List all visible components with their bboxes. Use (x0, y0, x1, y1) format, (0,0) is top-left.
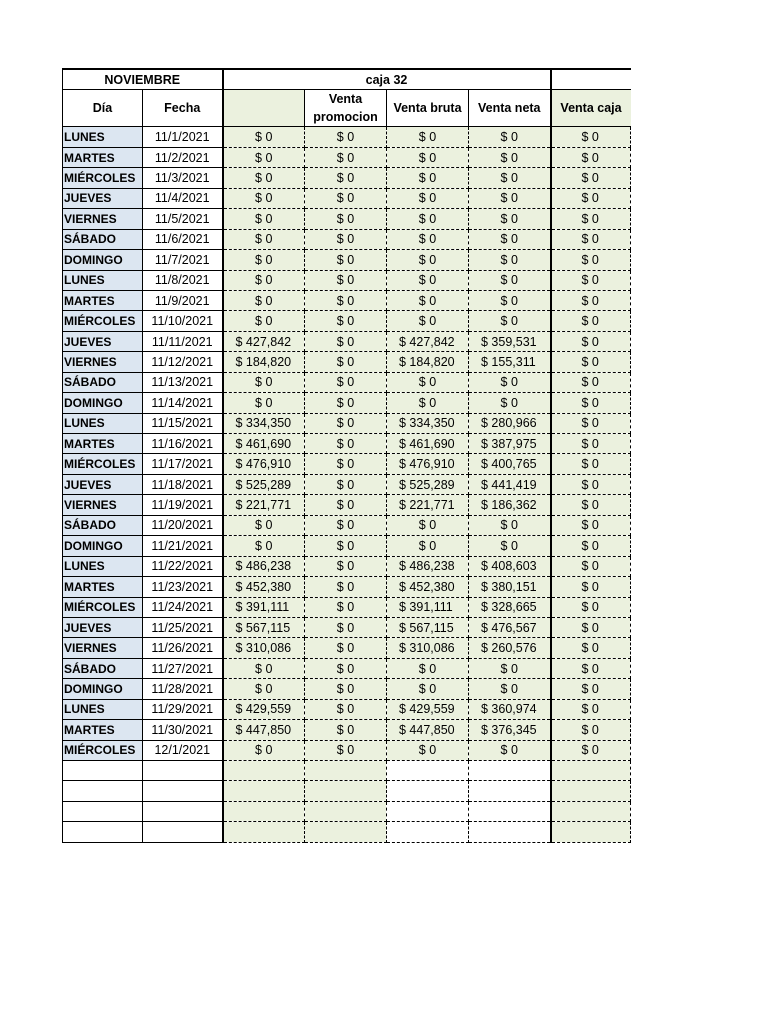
empty-cell[interactable] (63, 781, 143, 801)
table-row (63, 597, 631, 617)
cell-venta-neta[interactable]: $ 441,419 (469, 474, 551, 494)
cell-venta[interactable]: $ 184,820 (223, 352, 305, 372)
cell-dia[interactable]: MIÉRCOLES (63, 740, 143, 760)
cell-venta-promocion[interactable]: $ 0 (305, 658, 387, 678)
cell-venta-neta[interactable]: $ 155,311 (469, 352, 551, 372)
table-row (63, 147, 631, 167)
empty-cell[interactable] (387, 801, 469, 821)
cell-fecha[interactable]: 11/16/2021 (143, 434, 223, 454)
cell-venta-promocion[interactable]: $ 0 (305, 515, 387, 535)
empty-cell[interactable] (551, 801, 631, 821)
cell-venta-caja[interactable]: $ 0 (551, 188, 631, 208)
cell-dia[interactable]: SÁBADO (63, 372, 143, 392)
col-header-dia[interactable]: Día (63, 90, 143, 127)
cell-venta-caja[interactable]: $ 0 (551, 250, 631, 270)
cell-venta-caja[interactable]: $ 0 (551, 372, 631, 392)
cell-venta[interactable]: $ 0 (223, 209, 305, 229)
table-row (63, 536, 631, 556)
cell-venta-bruta[interactable]: $ 0 (387, 372, 469, 392)
cell-dia[interactable]: LUNES (63, 270, 143, 290)
cell-venta-caja[interactable]: $ 0 (551, 209, 631, 229)
cell-fecha[interactable]: 11/13/2021 (143, 372, 223, 392)
cell-venta-neta[interactable]: $ 0 (469, 515, 551, 535)
cell-venta-promocion[interactable]: $ 0 (305, 699, 387, 719)
table-row (63, 372, 631, 392)
cell-venta-promocion[interactable]: $ 0 (305, 617, 387, 637)
cell-venta-caja[interactable]: $ 0 (551, 127, 631, 147)
cell-venta-bruta[interactable]: $ 221,771 (387, 495, 469, 515)
cell-venta[interactable]: $ 567,115 (223, 617, 305, 637)
empty-cell[interactable] (469, 761, 551, 781)
cell-venta-caja[interactable]: $ 0 (551, 515, 631, 535)
cell-venta-bruta[interactable]: $ 0 (387, 658, 469, 678)
empty-cell[interactable] (305, 822, 387, 842)
cell-venta-caja[interactable]: $ 0 (551, 679, 631, 699)
cell-venta[interactable]: $ 429,559 (223, 699, 305, 719)
cell-dia[interactable]: MIÉRCOLES (63, 311, 143, 331)
cell-venta[interactable]: $ 486,238 (223, 556, 305, 576)
cell-fecha[interactable]: 12/1/2021 (143, 740, 223, 760)
cell-fecha[interactable]: 11/24/2021 (143, 597, 223, 617)
cell-venta-promocion[interactable]: $ 0 (305, 597, 387, 617)
cell-venta-caja[interactable]: $ 0 (551, 740, 631, 760)
cell-venta-promocion[interactable]: $ 0 (305, 474, 387, 494)
cell-venta[interactable]: $ 525,289 (223, 474, 305, 494)
cell-venta-promocion[interactable]: $ 0 (305, 229, 387, 249)
cell-venta-bruta[interactable]: $ 391,111 (387, 597, 469, 617)
empty-cell[interactable] (305, 801, 387, 821)
empty-cell[interactable] (305, 761, 387, 781)
table-row (63, 679, 631, 699)
cell-venta[interactable]: $ 0 (223, 393, 305, 413)
cell-dia[interactable]: SÁBADO (63, 658, 143, 678)
cell-fecha[interactable]: 11/30/2021 (143, 720, 223, 740)
cell-venta-bruta[interactable]: $ 0 (387, 311, 469, 331)
cell-venta-bruta[interactable]: $ 0 (387, 250, 469, 270)
col-header-blank[interactable] (223, 90, 305, 127)
cell-venta-promocion[interactable]: $ 0 (305, 454, 387, 474)
cell-venta-neta[interactable]: $ 376,345 (469, 720, 551, 740)
cell-fecha[interactable]: 11/1/2021 (143, 127, 223, 147)
cell-venta[interactable]: $ 391,111 (223, 597, 305, 617)
empty-cell[interactable] (387, 781, 469, 801)
cell-dia[interactable]: LUNES (63, 556, 143, 576)
cell-venta-caja[interactable]: $ 0 (551, 393, 631, 413)
cell-dia[interactable]: MARTES (63, 720, 143, 740)
cell-venta-caja[interactable]: $ 0 (551, 495, 631, 515)
cell-venta-caja[interactable]: $ 0 (551, 290, 631, 310)
table-row (63, 740, 631, 760)
cell-venta[interactable]: $ 0 (223, 250, 305, 270)
cell-venta[interactable]: $ 0 (223, 740, 305, 760)
cell-venta[interactable]: $ 452,380 (223, 577, 305, 597)
cell-venta-bruta[interactable]: $ 0 (387, 188, 469, 208)
empty-cell[interactable] (63, 801, 143, 821)
table-row (63, 658, 631, 678)
table-row (63, 638, 631, 658)
cell-dia[interactable]: DOMINGO (63, 250, 143, 270)
cell-venta-neta[interactable]: $ 400,765 (469, 454, 551, 474)
cell-venta-bruta[interactable]: $ 0 (387, 740, 469, 760)
cell-venta-caja[interactable]: $ 0 (551, 658, 631, 678)
cell-fecha[interactable]: 11/15/2021 (143, 413, 223, 433)
cell-venta[interactable]: $ 0 (223, 168, 305, 188)
empty-cell[interactable] (63, 822, 143, 842)
table-row (63, 454, 631, 474)
cell-venta-promocion[interactable]: $ 0 (305, 209, 387, 229)
empty-cell[interactable] (143, 781, 223, 801)
cell-venta-promocion[interactable]: $ 0 (305, 270, 387, 290)
cell-venta-promocion[interactable]: $ 0 (305, 168, 387, 188)
col-header-venta-neta[interactable]: Venta neta (469, 90, 551, 127)
cell-venta-bruta[interactable]: $ 0 (387, 393, 469, 413)
table-row (63, 250, 631, 270)
table-row (63, 270, 631, 290)
cell-venta-promocion[interactable]: $ 0 (305, 556, 387, 576)
col-header-fecha[interactable]: Fecha (143, 90, 223, 127)
empty-cell[interactable] (223, 822, 305, 842)
cell-dia[interactable]: MARTES (63, 290, 143, 310)
cell-venta-promocion[interactable]: $ 0 (305, 188, 387, 208)
cell-venta-neta[interactable]: $ 0 (469, 658, 551, 678)
cell-venta-bruta[interactable]: $ 0 (387, 127, 469, 147)
cell-venta-neta[interactable]: $ 0 (469, 393, 551, 413)
cell-dia[interactable]: VIERNES (63, 352, 143, 372)
cell-fecha[interactable]: 11/12/2021 (143, 352, 223, 372)
table-row (63, 168, 631, 188)
cell-dia[interactable]: DOMINGO (63, 536, 143, 556)
cell-venta-neta[interactable]: $ 0 (469, 168, 551, 188)
table-row (63, 331, 631, 351)
cell-venta-caja[interactable]: $ 0 (551, 536, 631, 556)
empty-cell[interactable] (551, 761, 631, 781)
cell-fecha[interactable]: 11/20/2021 (143, 515, 223, 535)
cell-venta[interactable]: $ 0 (223, 188, 305, 208)
cell-venta-bruta[interactable]: $ 0 (387, 270, 469, 290)
empty-cell[interactable] (387, 761, 469, 781)
cell-fecha[interactable]: 11/23/2021 (143, 577, 223, 597)
cell-venta-caja[interactable]: $ 0 (551, 720, 631, 740)
cell-dia[interactable]: SÁBADO (63, 515, 143, 535)
table-row (63, 474, 631, 494)
empty-cell[interactable] (143, 761, 223, 781)
cell-venta-promocion[interactable]: $ 0 (305, 290, 387, 310)
cell-venta-caja[interactable]: $ 0 (551, 311, 631, 331)
cell-dia[interactable]: JUEVES (63, 474, 143, 494)
col-header-venta-promocion-label: Venta promocion (313, 92, 378, 125)
cell-venta-promocion[interactable]: $ 0 (305, 679, 387, 699)
cell-venta-bruta[interactable]: $ 310,086 (387, 638, 469, 658)
table-row-empty (63, 761, 631, 781)
cell-venta-neta[interactable]: $ 0 (469, 372, 551, 392)
table-row (63, 699, 631, 719)
cell-fecha[interactable]: 11/18/2021 (143, 474, 223, 494)
cell-venta-neta[interactable]: $ 476,567 (469, 617, 551, 637)
empty-cell[interactable] (63, 761, 143, 781)
cell-venta-promocion[interactable]: $ 0 (305, 495, 387, 515)
cell-venta-bruta[interactable]: $ 486,238 (387, 556, 469, 576)
cell-venta-neta[interactable]: $ 380,151 (469, 577, 551, 597)
cell-venta-bruta[interactable]: $ 567,115 (387, 617, 469, 637)
cell-venta-bruta[interactable]: $ 461,690 (387, 434, 469, 454)
cell-venta-promocion[interactable]: $ 0 (305, 638, 387, 658)
cell-venta-neta[interactable]: $ 0 (469, 270, 551, 290)
table-row (63, 556, 631, 576)
cell-venta[interactable]: $ 0 (223, 658, 305, 678)
cell-venta[interactable]: $ 0 (223, 372, 305, 392)
cell-venta-neta[interactable]: $ 0 (469, 188, 551, 208)
cell-dia[interactable]: JUEVES (63, 188, 143, 208)
cell-venta[interactable]: $ 0 (223, 311, 305, 331)
table-row (63, 515, 631, 535)
caja-header[interactable]: caja 32 (223, 69, 551, 90)
cell-venta-promocion[interactable]: $ 0 (305, 393, 387, 413)
cell-dia[interactable]: JUEVES (63, 331, 143, 351)
sales-sheet (62, 68, 631, 843)
cell-venta-caja[interactable]: $ 0 (551, 577, 631, 597)
cell-venta-bruta[interactable]: $ 452,380 (387, 577, 469, 597)
cell-dia[interactable]: MIÉRCOLES (63, 597, 143, 617)
table-row (63, 720, 631, 740)
cell-fecha[interactable]: 11/21/2021 (143, 536, 223, 556)
cell-venta-promocion[interactable]: $ 0 (305, 577, 387, 597)
table-row (63, 229, 631, 249)
cell-venta-bruta[interactable]: $ 0 (387, 168, 469, 188)
cell-venta-caja[interactable]: $ 0 (551, 474, 631, 494)
cell-venta-caja[interactable]: $ 0 (551, 331, 631, 351)
cell-venta-caja[interactable]: $ 0 (551, 638, 631, 658)
cell-venta[interactable]: $ 0 (223, 270, 305, 290)
cell-venta-bruta[interactable]: $ 0 (387, 147, 469, 167)
cell-venta[interactable]: $ 221,771 (223, 495, 305, 515)
cell-venta-promocion[interactable]: $ 0 (305, 413, 387, 433)
cell-venta-bruta[interactable]: $ 447,850 (387, 720, 469, 740)
cell-venta[interactable]: $ 334,350 (223, 413, 305, 433)
cell-venta[interactable]: $ 0 (223, 229, 305, 249)
cell-venta[interactable]: $ 427,842 (223, 331, 305, 351)
cell-dia[interactable]: MARTES (63, 577, 143, 597)
empty-cell[interactable] (143, 822, 223, 842)
cell-venta-promocion[interactable]: $ 0 (305, 127, 387, 147)
cell-venta[interactable]: $ 0 (223, 127, 305, 147)
cell-venta-neta[interactable]: $ 0 (469, 679, 551, 699)
empty-cell[interactable] (143, 801, 223, 821)
cell-fecha[interactable]: 11/28/2021 (143, 679, 223, 699)
cell-fecha[interactable]: 11/8/2021 (143, 270, 223, 290)
cell-venta[interactable]: $ 0 (223, 290, 305, 310)
cell-venta-caja[interactable]: $ 0 (551, 270, 631, 290)
cell-dia[interactable]: MARTES (63, 434, 143, 454)
cell-venta-neta[interactable]: $ 359,531 (469, 331, 551, 351)
table-row (63, 495, 631, 515)
cell-venta[interactable]: $ 0 (223, 515, 305, 535)
cell-venta-promocion[interactable]: $ 0 (305, 434, 387, 454)
cell-venta-neta[interactable]: $ 360,974 (469, 699, 551, 719)
cell-dia[interactable]: LUNES (63, 699, 143, 719)
table-row (63, 311, 631, 331)
cell-venta-neta[interactable]: $ 0 (469, 250, 551, 270)
empty-cell[interactable] (469, 822, 551, 842)
table-row (63, 577, 631, 597)
col-header-venta-promocion[interactable] (305, 90, 387, 127)
cell-venta[interactable]: $ 0 (223, 679, 305, 699)
month-header[interactable]: NOVIEMBRE (63, 69, 223, 90)
cell-venta-caja[interactable]: $ 0 (551, 699, 631, 719)
cell-venta-neta[interactable]: $ 0 (469, 740, 551, 760)
header-empty-cell[interactable] (551, 69, 631, 90)
cell-venta-promocion[interactable]: $ 0 (305, 250, 387, 270)
cell-dia[interactable]: MIÉRCOLES (63, 168, 143, 188)
cell-venta-bruta[interactable]: $ 0 (387, 229, 469, 249)
cell-venta-neta[interactable]: $ 0 (469, 229, 551, 249)
cell-dia[interactable]: MIÉRCOLES (63, 454, 143, 474)
cell-venta-caja[interactable]: $ 0 (551, 617, 631, 637)
cell-venta-caja[interactable]: $ 0 (551, 597, 631, 617)
cell-venta-neta[interactable]: $ 387,975 (469, 434, 551, 454)
cell-venta-promocion[interactable]: $ 0 (305, 147, 387, 167)
cell-venta-bruta[interactable]: $ 0 (387, 679, 469, 699)
cell-venta-bruta[interactable]: $ 0 (387, 290, 469, 310)
cell-fecha[interactable]: 11/3/2021 (143, 168, 223, 188)
table-row (63, 127, 631, 147)
table-row (63, 617, 631, 637)
empty-cell[interactable] (223, 761, 305, 781)
cell-venta-caja[interactable]: $ 0 (551, 229, 631, 249)
cell-fecha[interactable]: 11/7/2021 (143, 250, 223, 270)
cell-venta-neta[interactable]: $ 0 (469, 127, 551, 147)
cell-dia[interactable]: DOMINGO (63, 679, 143, 699)
cell-venta-caja[interactable]: $ 0 (551, 168, 631, 188)
cell-venta[interactable]: $ 447,850 (223, 720, 305, 740)
cell-dia[interactable]: VIERNES (63, 209, 143, 229)
cell-venta-promocion[interactable]: $ 0 (305, 536, 387, 556)
table-row (63, 290, 631, 310)
cell-fecha[interactable]: 11/17/2021 (143, 454, 223, 474)
cell-venta[interactable]: $ 476,910 (223, 454, 305, 474)
table-row (63, 188, 631, 208)
cell-venta-promocion[interactable]: $ 0 (305, 311, 387, 331)
cell-fecha[interactable]: 11/11/2021 (143, 331, 223, 351)
cell-venta-neta[interactable]: $ 328,665 (469, 597, 551, 617)
table-row-empty (63, 822, 631, 842)
cell-venta-neta[interactable]: $ 408,603 (469, 556, 551, 576)
cell-dia[interactable]: DOMINGO (63, 393, 143, 413)
cell-venta-bruta[interactable]: $ 334,350 (387, 413, 469, 433)
empty-cell[interactable] (223, 801, 305, 821)
cell-venta-promocion[interactable]: $ 0 (305, 720, 387, 740)
cell-fecha[interactable]: 11/29/2021 (143, 699, 223, 719)
empty-cell[interactable] (223, 781, 305, 801)
empty-cell[interactable] (305, 781, 387, 801)
cell-venta-neta[interactable]: $ 0 (469, 311, 551, 331)
cell-venta-bruta[interactable]: $ 476,910 (387, 454, 469, 474)
cell-fecha[interactable]: 11/25/2021 (143, 617, 223, 637)
cell-fecha[interactable]: 11/26/2021 (143, 638, 223, 658)
table-row (63, 413, 631, 433)
cell-venta-caja[interactable]: $ 0 (551, 147, 631, 167)
empty-cell[interactable] (469, 781, 551, 801)
table-row-empty (63, 801, 631, 821)
cell-venta-bruta[interactable]: $ 184,820 (387, 352, 469, 372)
cell-venta-caja[interactable]: $ 0 (551, 413, 631, 433)
cell-fecha[interactable]: 11/4/2021 (143, 188, 223, 208)
cell-venta-neta[interactable]: $ 186,362 (469, 495, 551, 515)
cell-venta-promocion[interactable]: $ 0 (305, 331, 387, 351)
cell-venta-caja[interactable]: $ 0 (551, 454, 631, 474)
cell-venta-bruta[interactable]: $ 0 (387, 515, 469, 535)
header-row-2 (63, 90, 631, 127)
empty-cell[interactable] (387, 822, 469, 842)
cell-venta-neta[interactable]: $ 0 (469, 536, 551, 556)
cell-venta[interactable]: $ 310,086 (223, 638, 305, 658)
cell-fecha[interactable]: 11/27/2021 (143, 658, 223, 678)
cell-fecha[interactable]: 11/5/2021 (143, 209, 223, 229)
cell-dia[interactable]: VIERNES (63, 638, 143, 658)
empty-cell[interactable] (551, 822, 631, 842)
cell-fecha[interactable]: 11/9/2021 (143, 290, 223, 310)
cell-fecha[interactable]: 11/6/2021 (143, 229, 223, 249)
cell-venta-promocion[interactable]: $ 0 (305, 740, 387, 760)
table-row-empty (63, 781, 631, 801)
cell-dia[interactable]: MARTES (63, 147, 143, 167)
cell-venta-caja[interactable]: $ 0 (551, 434, 631, 454)
cell-venta[interactable]: $ 0 (223, 536, 305, 556)
cell-venta[interactable]: $ 461,690 (223, 434, 305, 454)
cell-venta-neta[interactable]: $ 0 (469, 147, 551, 167)
table-row (63, 209, 631, 229)
cell-venta-neta[interactable]: $ 260,576 (469, 638, 551, 658)
cell-fecha[interactable]: 11/2/2021 (143, 147, 223, 167)
empty-cell[interactable] (469, 801, 551, 821)
cell-dia[interactable]: LUNES (63, 127, 143, 147)
cell-fecha[interactable]: 11/14/2021 (143, 393, 223, 413)
table-row (63, 434, 631, 454)
cell-venta-bruta[interactable]: $ 427,842 (387, 331, 469, 351)
cell-dia[interactable]: VIERNES (63, 495, 143, 515)
cell-venta-caja[interactable]: $ 0 (551, 556, 631, 576)
cell-venta-caja[interactable]: $ 0 (551, 352, 631, 372)
cell-venta-neta[interactable]: $ 0 (469, 209, 551, 229)
cell-fecha[interactable]: 11/22/2021 (143, 556, 223, 576)
table-row (63, 352, 631, 372)
cell-venta-promocion[interactable]: $ 0 (305, 352, 387, 372)
col-header-venta-caja[interactable]: Venta caja (551, 90, 631, 127)
cell-fecha[interactable]: 11/10/2021 (143, 311, 223, 331)
cell-dia[interactable]: SÁBADO (63, 229, 143, 249)
table-row (63, 393, 631, 413)
cell-venta[interactable]: $ 0 (223, 147, 305, 167)
cell-dia[interactable]: LUNES (63, 413, 143, 433)
cell-venta-bruta[interactable]: $ 0 (387, 536, 469, 556)
header-row-1 (63, 69, 631, 90)
cell-venta-bruta[interactable]: $ 0 (387, 209, 469, 229)
cell-dia[interactable]: JUEVES (63, 617, 143, 637)
col-header-venta-bruta[interactable]: Venta bruta (387, 90, 469, 127)
cell-fecha[interactable]: 11/19/2021 (143, 495, 223, 515)
empty-cell[interactable] (551, 781, 631, 801)
cell-venta-neta[interactable]: $ 0 (469, 290, 551, 310)
cell-venta-neta[interactable]: $ 280,966 (469, 413, 551, 433)
cell-venta-bruta[interactable]: $ 525,289 (387, 474, 469, 494)
cell-venta-promocion[interactable]: $ 0 (305, 372, 387, 392)
cell-venta-bruta[interactable]: $ 429,559 (387, 699, 469, 719)
